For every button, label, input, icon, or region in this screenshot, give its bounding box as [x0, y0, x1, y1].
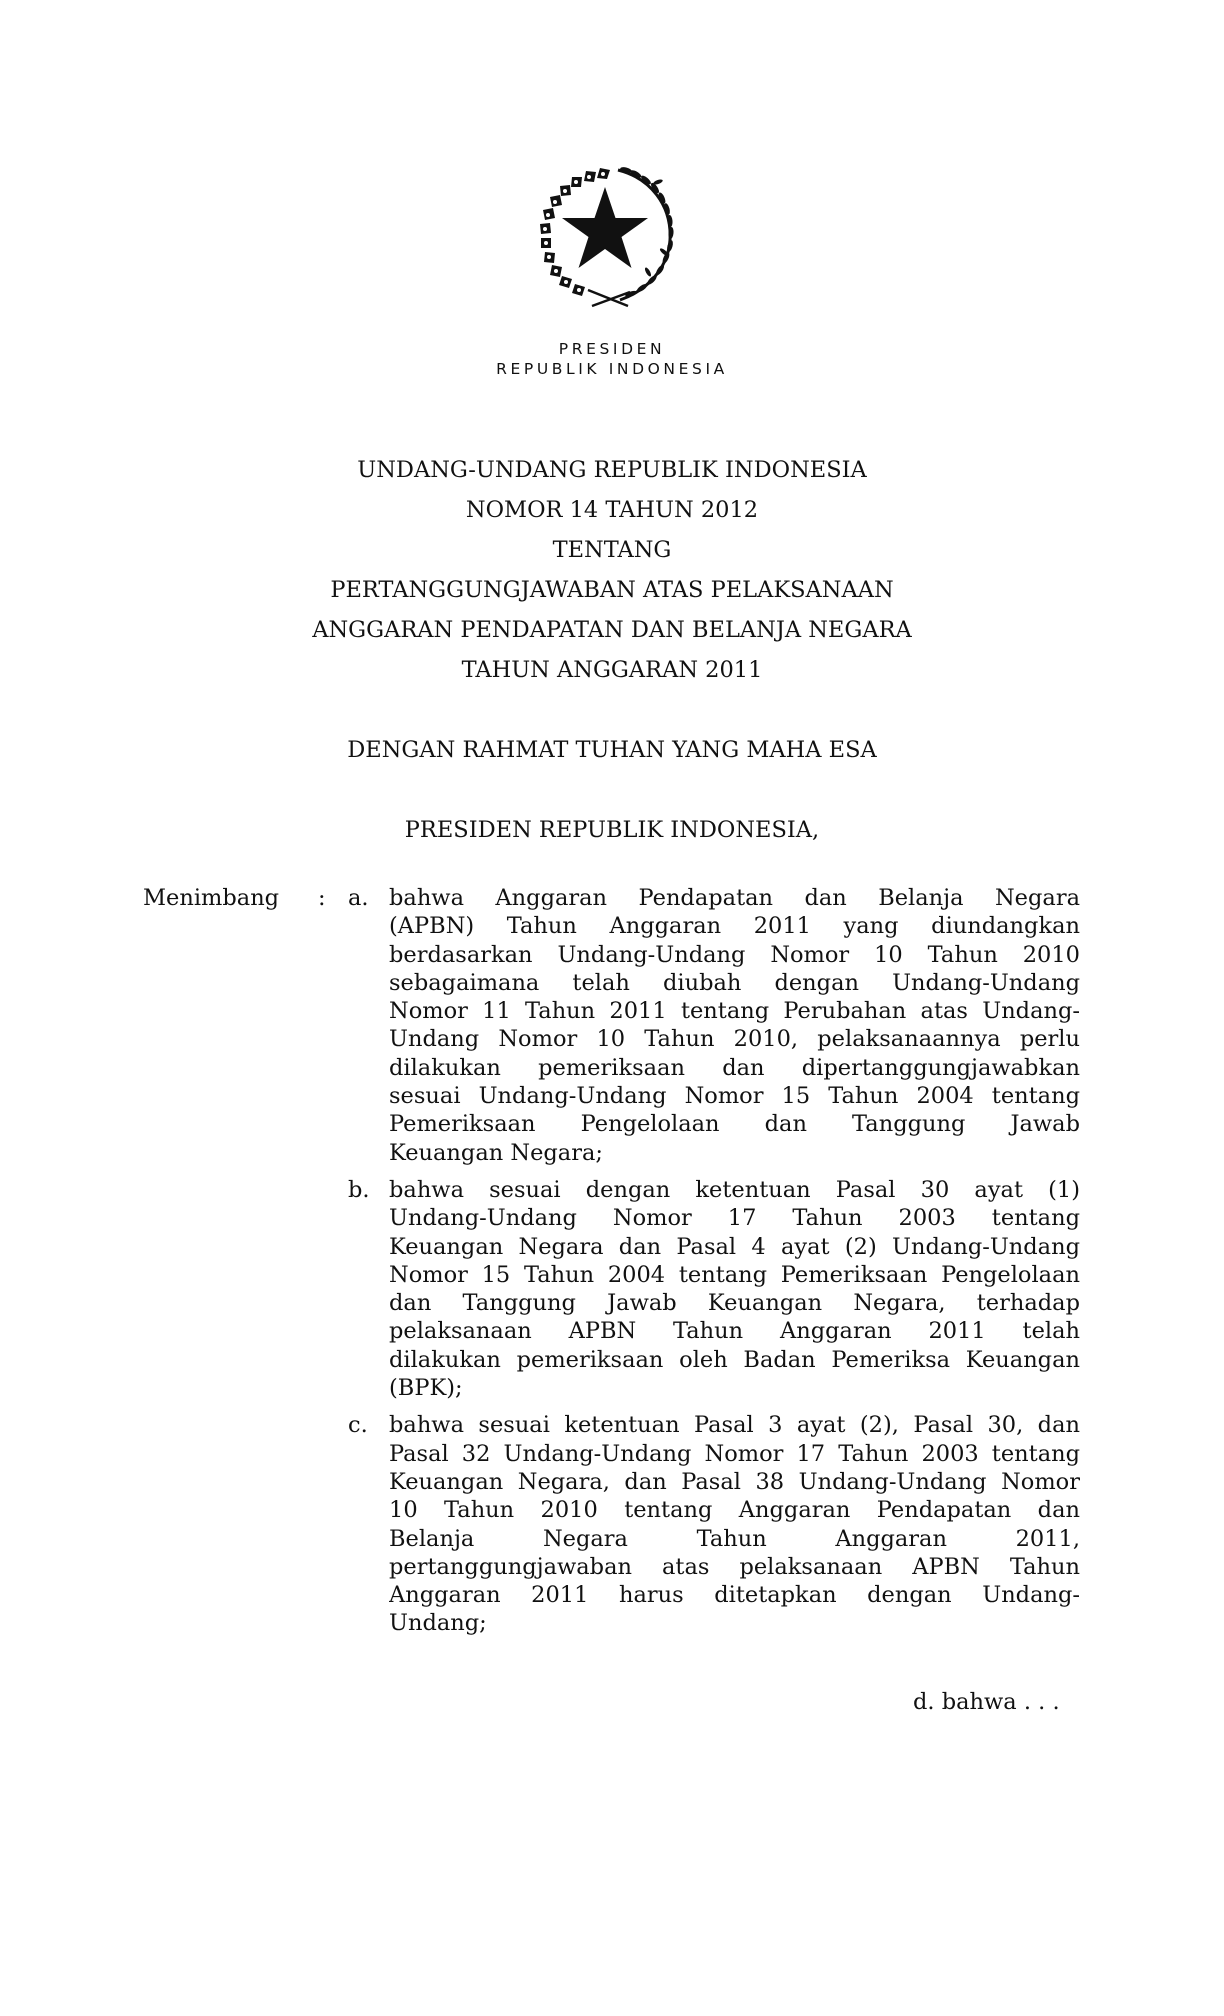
considering-section	[0, 884, 1224, 1638]
text-line: (BPK);	[389, 1375, 463, 1402]
item-letter: b.	[348, 1176, 370, 1203]
text-line: Pemeriksaan Pengelolaan dan Tanggung Jawab	[389, 1111, 1080, 1138]
text-line: sesuai Undang-Undang Nomor 15 Tahun 2004 tentang	[389, 1083, 1080, 1110]
text-line: Keuangan Negara;	[389, 1139, 603, 1166]
text-line: dilakukan pemeriksaan dan dipertanggungjawabkan	[389, 1054, 1080, 1081]
presidential-emblem-icon	[530, 160, 682, 308]
item-body	[389, 1176, 1080, 1402]
considering-item-c	[0, 1411, 1224, 1637]
text-line: Pasal 32 Undang-Undang Nomor 17 Tahun 2003 tentang	[389, 1440, 1080, 1467]
item-body	[389, 1411, 1080, 1637]
invocation: DENGAN RAHMAT TUHAN YANG MAHA ESA	[347, 737, 877, 763]
text-line: sebagaimana telah diubah dengan Undang-Undang	[389, 969, 1080, 996]
text-line: 10 Tahun 2010 tentang Anggaran Pendapatan dan	[389, 1497, 1080, 1524]
text-line: Undang;	[389, 1610, 487, 1637]
document-title	[0, 450, 1224, 690]
page-catchword: d. bahwa . . .	[913, 1689, 1060, 1715]
text-line: (APBN) Tahun Anggaran 2011 yang diundangkan	[389, 913, 1080, 940]
text-line: Undang-Undang Nomor 17 Tahun 2003 tentang	[389, 1205, 1080, 1232]
considering-label: Menimbang	[143, 885, 280, 911]
item-body	[389, 884, 1080, 1167]
item-letter: c.	[348, 1412, 368, 1439]
considering-colon: :	[318, 885, 326, 911]
text-line: Keuangan Negara dan Pasal 4 ayat (2) Undang-Undang	[389, 1233, 1080, 1260]
title-line-number-year: NOMOR 14 TAHUN 2012	[465, 497, 759, 523]
title-line-law-type: UNDANG-UNDANG REPUBLIK INDONESIA	[357, 457, 867, 483]
considering-item-b	[0, 1176, 1224, 1402]
text-line: dan Tanggung Jawab Keuangan Negara, terhadap	[389, 1290, 1080, 1317]
text-line: Undang Nomor 10 Tahun 2010, pelaksanaannya perlu	[389, 1026, 1080, 1053]
item-letter: a.	[348, 885, 369, 911]
considering-item-a	[0, 884, 1224, 1167]
text-line: bahwa sesuai dengan ketentuan Pasal 30 ayat (1)	[389, 1176, 1080, 1203]
title-line-subject-2: ANGGARAN PENDAPATAN DAN BELANJA NEGARA	[312, 617, 912, 643]
letterhead-republik-indonesia: REPUBLIK INDONESIA	[496, 360, 728, 378]
text-line: berdasarkan Undang-Undang Nomor 10 Tahun 2010	[389, 941, 1080, 968]
text-line: Keuangan Negara, dan Pasal 38 Undang-Undang Nomor	[389, 1468, 1080, 1495]
title-line-subject-3: TAHUN ANGGARAN 2011	[461, 657, 763, 683]
text-line: Anggaran 2011 harus ditetapkan dengan Undang-	[389, 1582, 1080, 1609]
text-line: dilakukan pemeriksaan oleh Badan Pemeriksa Keuangan	[389, 1346, 1080, 1373]
letterhead-presiden: PRESIDEN	[558, 340, 666, 358]
text-line: bahwa sesuai ketentuan Pasal 3 ayat (2), Pasal 30, dan	[389, 1412, 1080, 1439]
text-line: pertanggungjawaban atas pelaksanaan APBN Tahun	[389, 1553, 1080, 1580]
text-line: bahwa Anggaran Pendapatan dan Belanja Negara	[389, 885, 1080, 911]
text-line: Nomor 15 Tahun 2004 tentang Pemeriksaan Pengelolaan	[389, 1261, 1080, 1288]
text-line: Belanja Negara Tahun Anggaran 2011,	[389, 1525, 1080, 1552]
title-line-about: TENTANG	[552, 537, 672, 563]
issuer: PRESIDEN REPUBLIK INDONESIA,	[404, 817, 820, 843]
text-line: pelaksanaan APBN Tahun Anggaran 2011 telah	[389, 1318, 1080, 1345]
title-line-subject-1: PERTANGGUNGJAWABAN ATAS PELAKSANAAN	[330, 577, 894, 603]
text-line: Nomor 11 Tahun 2011 tentang Perubahan atas Undang-	[389, 998, 1080, 1025]
